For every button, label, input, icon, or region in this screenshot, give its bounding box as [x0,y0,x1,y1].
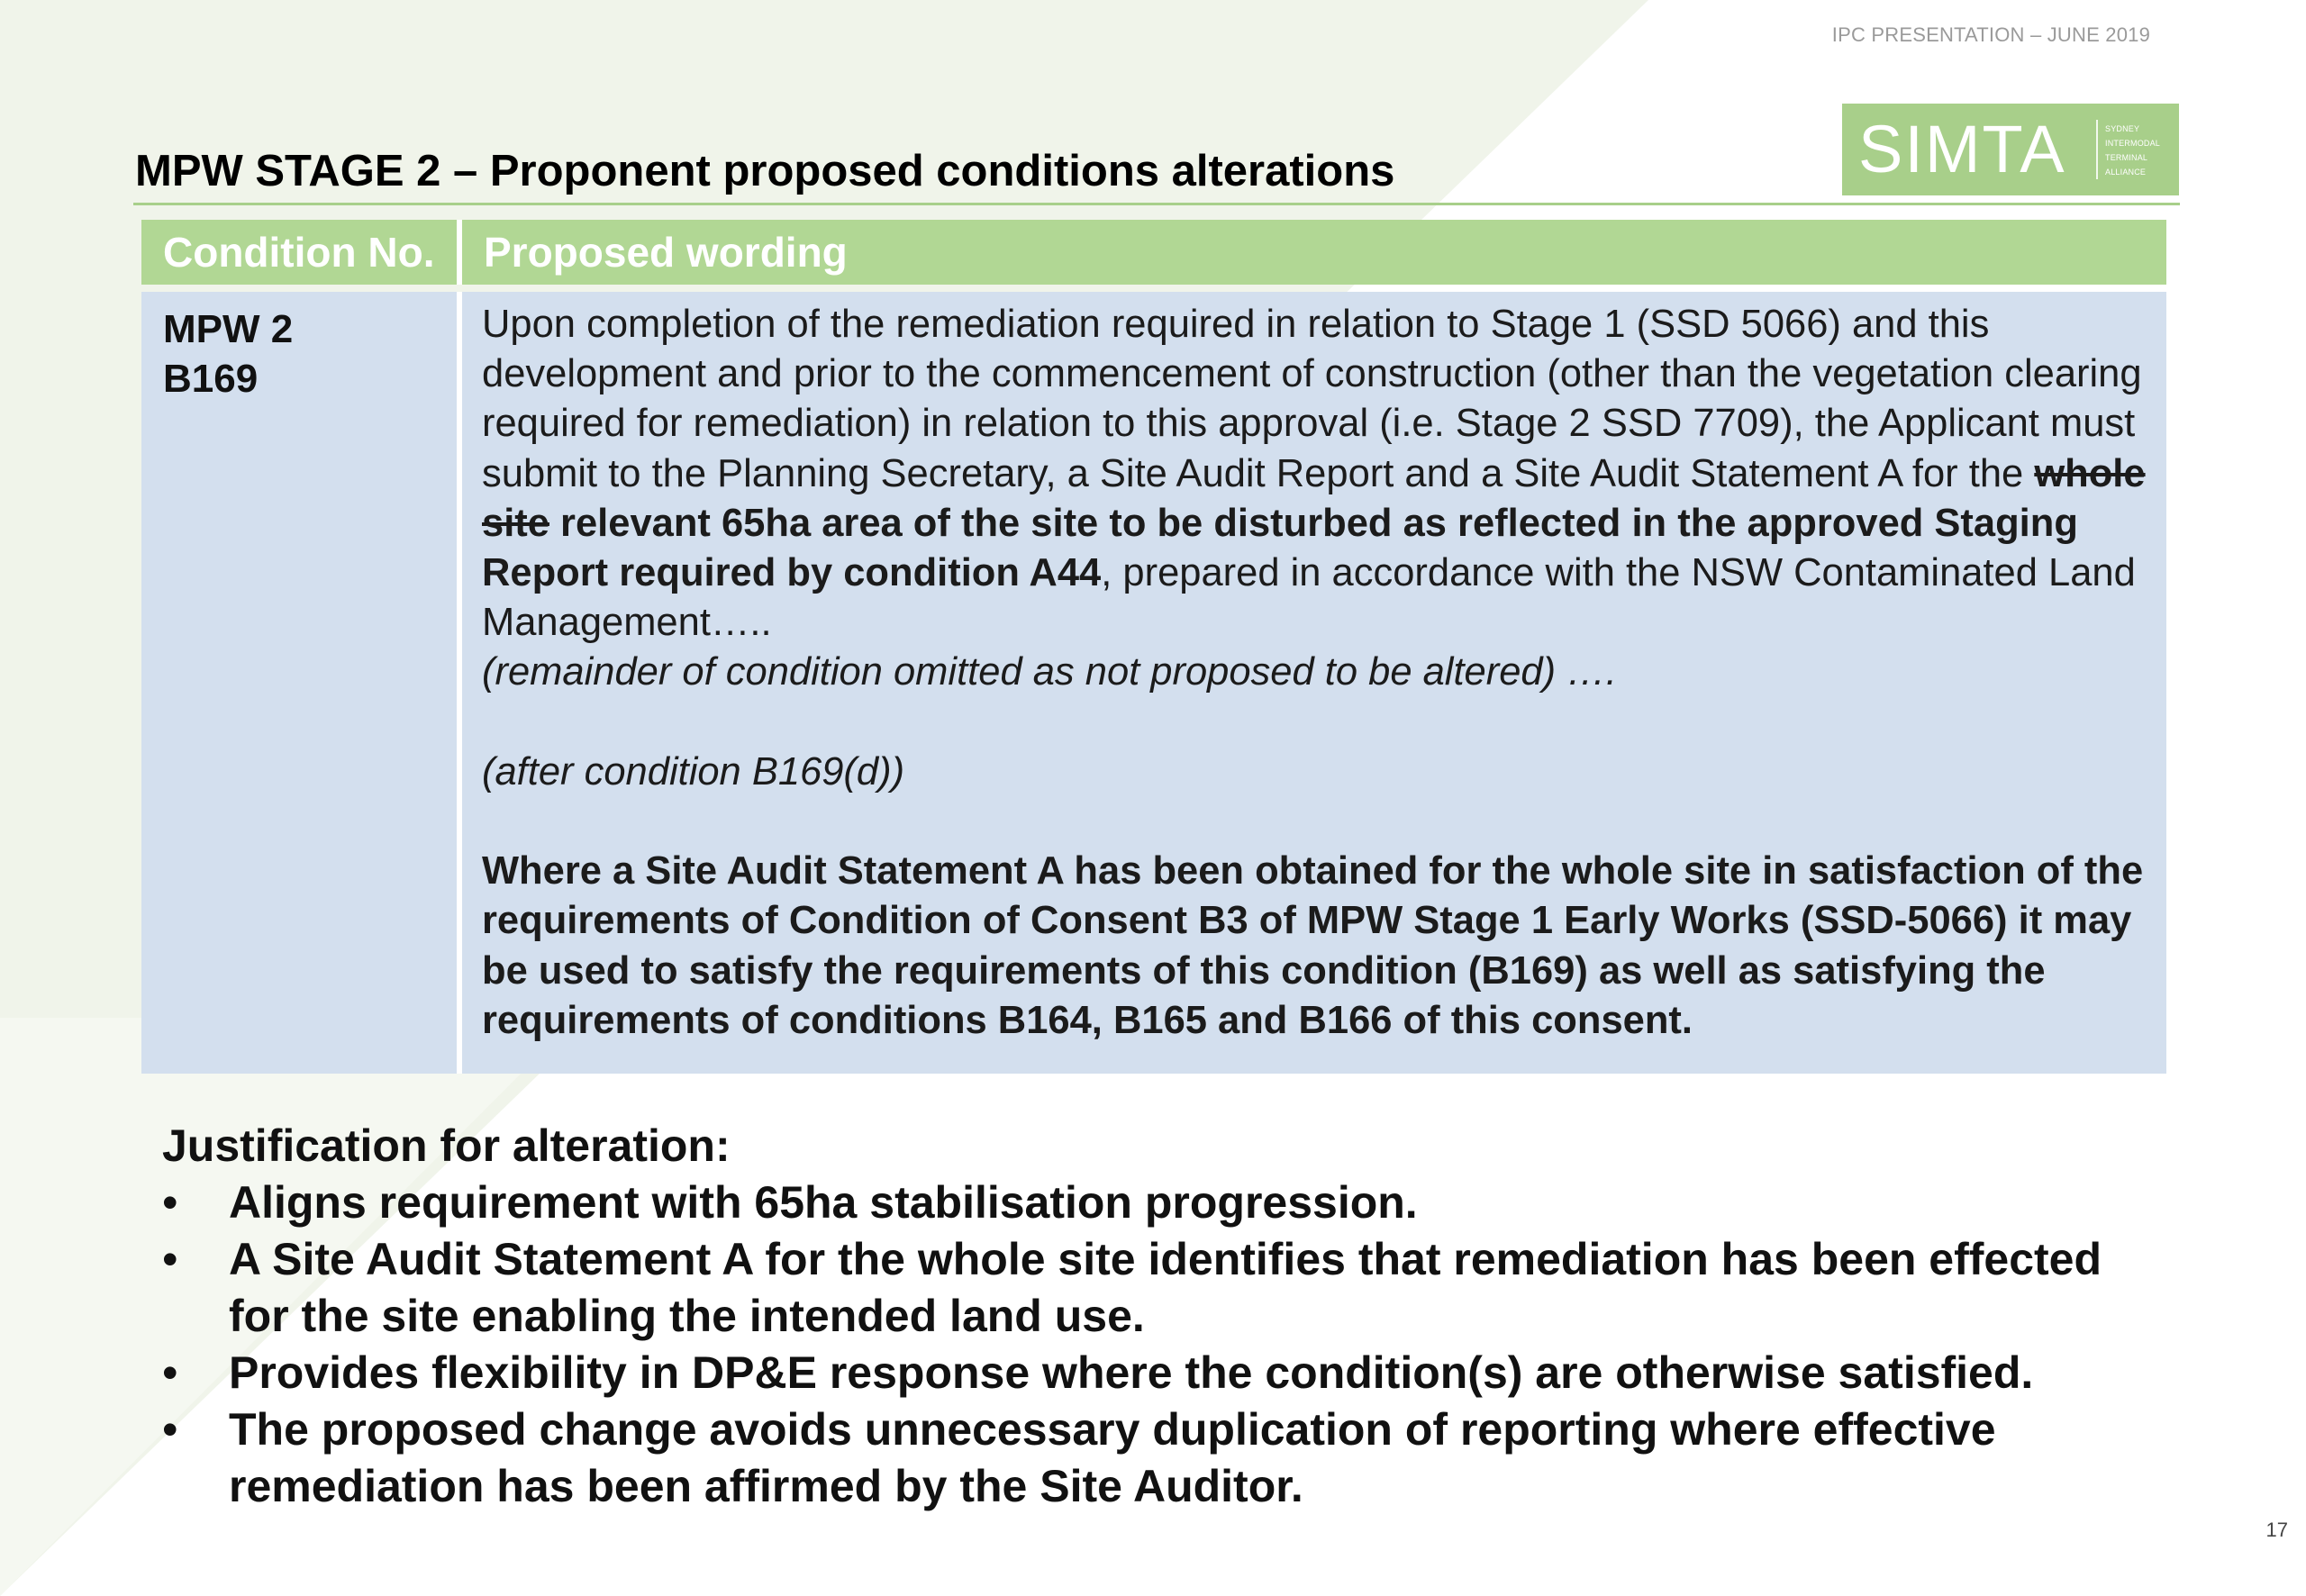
logo-word: SIMTA [1858,112,2066,186]
list-item: • Aligns requirement with 65ha stabilisation progression. [162,1174,2171,1231]
list-item: • The proposed change avoids unnecessary duplication of reporting where effective remediation has been affirmed by the Site Auditor. [162,1401,2171,1515]
table-header-row [141,220,2166,285]
bullet-icon: • [162,1347,178,1398]
simta-logo [1842,104,2179,195]
added-clause: Where a Site Audit Statement A has been obtained for the whole site in satisfaction of the requirements of Condition of Consent B3 of MPW Stage 1 Early Works (SSD-5066) it may be used to satisfy the requirements of this condition (B169) as well as satisfying the requirements of conditions B164, B165 and B166 of this consent. [482,849,2144,1042]
justification-list [162,1174,2171,1515]
justification-heading: Justification for alteration: [162,1120,731,1171]
condition-number-cell [141,292,457,1074]
condition-id: B169 [163,357,259,401]
title-underline [133,203,2180,205]
conditions-table [141,220,2166,1074]
omission-note: (remainder of condition omitted as not proposed to be altered) …. [482,650,1617,694]
table-row [141,292,2166,1074]
deleted-text: whole site [482,451,2146,545]
justification-section [162,1117,2171,1515]
bullet-icon: • [162,1404,178,1455]
page-number: 17 [2265,1519,2288,1541]
header-proposed-wording: Proposed wording [457,220,2166,285]
list-item: • Provides flexibility in DP&E response where the condition(s) are otherwise satisfied. [162,1345,2171,1401]
proposed-wording-cell [457,292,2166,1074]
logo-subtitle: SYDNEY INTERMODAL TERMINAL ALLIANCE [2105,124,2161,177]
wording-paragraph-1: Upon completion of the remediation required in relation to Stage 1 (SSD 5066) and this development and prior to the commencement of construction (other than the vegetation clearing required for remediation) in relation to this approval (i.e. Stage 2 SSD 7709), the Applicant must submit to the Planning Secretary, a Site Audit Report and a Site Audit Statement A for the whole site relevant 65ha area of the site to be disturbed as reflected in the approved Staging Report required by condition A44, prepared in accordance with the NSW Contaminated Land Management….. [482,303,2146,645]
condition-code: MPW 2 [163,307,294,351]
logo-divider [2096,120,2098,179]
bullet-icon: • [162,1177,178,1228]
after-condition-note: (after condition B169(d)) [482,749,905,793]
header-condition-no: Condition No. [163,229,435,276]
inserted-text: relevant 65ha area of the site to be disturbed as reflected in the approved Staging Report required by condition A44 [482,501,2078,595]
list-item: • A Site Audit Statement A for the whole site identifies that remediation has been effected for the site enabling the intended land use. [162,1231,2171,1345]
presentation-label: IPC PRESENTATION – JUNE 2019 [1831,23,2150,46]
slide-title: MPW STAGE 2 – Proponent proposed conditions alterations [135,147,1395,195]
bullet-icon: • [162,1234,178,1284]
